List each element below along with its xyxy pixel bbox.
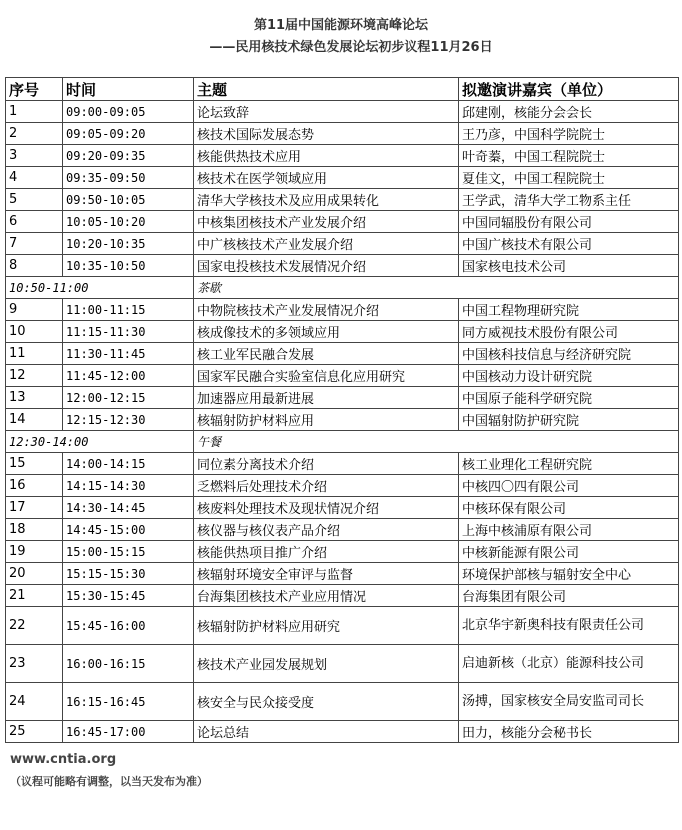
row-topic: 国家电投核技术发展情况介绍 xyxy=(194,255,459,277)
row-speaker: 夏佳文，中国工程院院士 xyxy=(459,167,679,189)
break-row xyxy=(6,277,679,299)
agenda-row xyxy=(6,233,679,255)
row-speaker: 中国原子能科学研究院 xyxy=(459,387,679,409)
row-time: 10:05-10:20 xyxy=(63,211,194,233)
agenda-row xyxy=(6,541,679,563)
row-time: 15:00-15:15 xyxy=(63,541,194,563)
row-number: 8 xyxy=(6,255,63,277)
column-header-topic: 主题 xyxy=(194,78,459,101)
row-topic: 核技术产业园发展规划 xyxy=(194,645,459,683)
row-speaker: 叶奇蓁，中国工程院院士 xyxy=(459,145,679,167)
row-time: 14:15-14:30 xyxy=(63,475,194,497)
agenda-row xyxy=(6,211,679,233)
row-time: 14:00-14:15 xyxy=(63,453,194,475)
agenda-row xyxy=(6,645,679,683)
row-topic: 核仪器与核仪表产品介绍 xyxy=(194,519,459,541)
row-speaker: 中国核科技信息与经济研究院 xyxy=(459,343,679,365)
break-time: 12:30-14:00 xyxy=(6,431,194,453)
row-time: 16:00-16:15 xyxy=(63,645,194,683)
row-speaker: 中国辐射防护研究院 xyxy=(459,409,679,431)
row-number: 17 xyxy=(6,497,63,519)
agenda-row xyxy=(6,607,679,645)
agenda-row xyxy=(6,167,679,189)
agenda-row xyxy=(6,683,679,721)
row-time: 12:15-12:30 xyxy=(63,409,194,431)
row-speaker: 北京华宇新奥科技有限责任公司 xyxy=(459,607,679,645)
agenda-row xyxy=(6,387,679,409)
row-number: 25 xyxy=(6,721,63,743)
row-speaker: 上海中核浦原有限公司 xyxy=(459,519,679,541)
row-topic: 核安全与民众接受度 xyxy=(194,683,459,721)
agenda-row xyxy=(6,453,679,475)
agenda-row xyxy=(6,123,679,145)
row-number: 2 xyxy=(6,123,63,145)
row-topic: 核废料处理技术及现状情况介绍 xyxy=(194,497,459,519)
row-topic: 中核集团核技术产业发展介绍 xyxy=(194,211,459,233)
page-title: 第11届中国能源环境高峰论坛 xyxy=(253,18,429,33)
row-time: 09:05-09:20 xyxy=(63,123,194,145)
row-number: 10 xyxy=(6,321,63,343)
disclaimer-note: （议程可能略有调整，以当天发布为准） xyxy=(10,775,208,788)
row-number: 22 xyxy=(6,607,63,645)
agenda-row xyxy=(6,721,679,743)
row-topic: 加速器应用最新进展 xyxy=(194,387,459,409)
row-time: 15:15-15:30 xyxy=(63,563,194,585)
site-url: www.cntia.org xyxy=(10,752,117,767)
row-number: 18 xyxy=(6,519,63,541)
agenda-row xyxy=(6,409,679,431)
break-label: 午餐 xyxy=(194,431,679,453)
row-number: 3 xyxy=(6,145,63,167)
row-number: 23 xyxy=(6,645,63,683)
row-topic: 论坛总结 xyxy=(194,721,459,743)
agenda-row xyxy=(6,475,679,497)
row-speaker: 汤搏，国家核安全局安监司司长 xyxy=(459,683,679,721)
row-number: 19 xyxy=(6,541,63,563)
row-speaker: 中国工程物理研究院 xyxy=(459,299,679,321)
column-header-speaker: 拟邀演讲嘉宾（单位） xyxy=(459,78,679,101)
row-number: 20 xyxy=(6,563,63,585)
row-number: 13 xyxy=(6,387,63,409)
row-time: 11:45-12:00 xyxy=(63,365,194,387)
row-speaker: 中核环保有限公司 xyxy=(459,497,679,519)
row-number: 9 xyxy=(6,299,63,321)
row-topic: 核工业军民融合发展 xyxy=(194,343,459,365)
row-speaker: 王学武，清华大学工物系主任 xyxy=(459,189,679,211)
agenda-row xyxy=(6,101,679,123)
agenda-row xyxy=(6,321,679,343)
row-number: 21 xyxy=(6,585,63,607)
row-topic: 核技术在医学领域应用 xyxy=(194,167,459,189)
row-time: 15:45-16:00 xyxy=(63,607,194,645)
row-number: 12 xyxy=(6,365,63,387)
row-time: 16:45-17:00 xyxy=(63,721,194,743)
row-speaker: 邱建刚，核能分会会长 xyxy=(459,101,679,123)
row-time: 15:30-15:45 xyxy=(63,585,194,607)
row-topic: 核能供热项目推广介绍 xyxy=(194,541,459,563)
row-topic: 核成像技术的多领域应用 xyxy=(194,321,459,343)
row-speaker: 中核四〇四有限公司 xyxy=(459,475,679,497)
table-header-row xyxy=(6,78,679,101)
agenda-rows xyxy=(6,101,679,743)
row-number: 6 xyxy=(6,211,63,233)
column-header-no: 序号 xyxy=(6,78,63,101)
row-speaker: 同方威视技术股份有限公司 xyxy=(459,321,679,343)
row-time: 10:20-10:35 xyxy=(63,233,194,255)
break-label: 茶歇 xyxy=(194,277,679,299)
row-number: 14 xyxy=(6,409,63,431)
row-speaker: 中国同辐股份有限公司 xyxy=(459,211,679,233)
agenda-row xyxy=(6,585,679,607)
agenda-row xyxy=(6,299,679,321)
row-topic: 中广核核技术产业发展介绍 xyxy=(194,233,459,255)
row-topic: 乏燃料后处理技术介绍 xyxy=(194,475,459,497)
agenda-row xyxy=(6,343,679,365)
row-topic: 核辐射环境安全审评与监督 xyxy=(194,563,459,585)
row-topic: 国家军民融合实验室信息化应用研究 xyxy=(194,365,459,387)
row-time: 14:45-15:00 xyxy=(63,519,194,541)
row-time: 09:35-09:50 xyxy=(63,167,194,189)
row-number: 24 xyxy=(6,683,63,721)
row-topic: 核辐射防护材料应用 xyxy=(194,409,459,431)
agenda-table xyxy=(5,77,679,743)
row-topic: 核能供热技术应用 xyxy=(194,145,459,167)
row-time: 11:30-11:45 xyxy=(63,343,194,365)
row-number: 11 xyxy=(6,343,63,365)
row-time: 14:30-14:45 xyxy=(63,497,194,519)
row-time: 11:15-11:30 xyxy=(63,321,194,343)
break-time: 10:50-11:00 xyxy=(6,277,194,299)
row-speaker: 台海集团有限公司 xyxy=(459,585,679,607)
row-time: 12:00-12:15 xyxy=(63,387,194,409)
row-speaker: 环境保护部核与辐射安全中心 xyxy=(459,563,679,585)
page-subtitle: ——民用核技术绿色发展论坛初步议程11月26日 xyxy=(209,40,493,55)
agenda-row xyxy=(6,189,679,211)
column-header-time: 时间 xyxy=(63,78,194,101)
row-number: 5 xyxy=(6,189,63,211)
row-time: 11:00-11:15 xyxy=(63,299,194,321)
agenda-row xyxy=(6,563,679,585)
row-speaker: 田力，核能分会秘书长 xyxy=(459,721,679,743)
agenda-row xyxy=(6,365,679,387)
row-topic: 清华大学核技术及应用成果转化 xyxy=(194,189,459,211)
agenda-row xyxy=(6,255,679,277)
row-number: 15 xyxy=(6,453,63,475)
row-speaker: 中国核动力设计研究院 xyxy=(459,365,679,387)
row-speaker: 启迪新核（北京）能源科技公司 xyxy=(459,645,679,683)
row-topic: 中物院核技术产业发展情况介绍 xyxy=(194,299,459,321)
row-speaker: 王乃彦，中国科学院院士 xyxy=(459,123,679,145)
row-speaker: 国家核电技术公司 xyxy=(459,255,679,277)
row-topic: 台海集团核技术产业应用情况 xyxy=(194,585,459,607)
row-topic: 论坛致辞 xyxy=(194,101,459,123)
row-time: 16:15-16:45 xyxy=(63,683,194,721)
agenda-row xyxy=(6,519,679,541)
break-row xyxy=(6,431,679,453)
row-number: 1 xyxy=(6,101,63,123)
row-number: 16 xyxy=(6,475,63,497)
row-speaker: 核工业理化工程研究院 xyxy=(459,453,679,475)
row-time: 09:20-09:35 xyxy=(63,145,194,167)
row-speaker: 中核新能源有限公司 xyxy=(459,541,679,563)
row-time: 09:00-09:05 xyxy=(63,101,194,123)
row-number: 4 xyxy=(6,167,63,189)
row-topic: 同位素分离技术介绍 xyxy=(194,453,459,475)
row-topic: 核辐射防护材料应用研究 xyxy=(194,607,459,645)
agenda-row xyxy=(6,145,679,167)
row-speaker: 中国广核技术有限公司 xyxy=(459,233,679,255)
row-number: 7 xyxy=(6,233,63,255)
row-time: 10:35-10:50 xyxy=(63,255,194,277)
row-topic: 核技术国际发展态势 xyxy=(194,123,459,145)
row-time: 09:50-10:05 xyxy=(63,189,194,211)
agenda-row xyxy=(6,497,679,519)
